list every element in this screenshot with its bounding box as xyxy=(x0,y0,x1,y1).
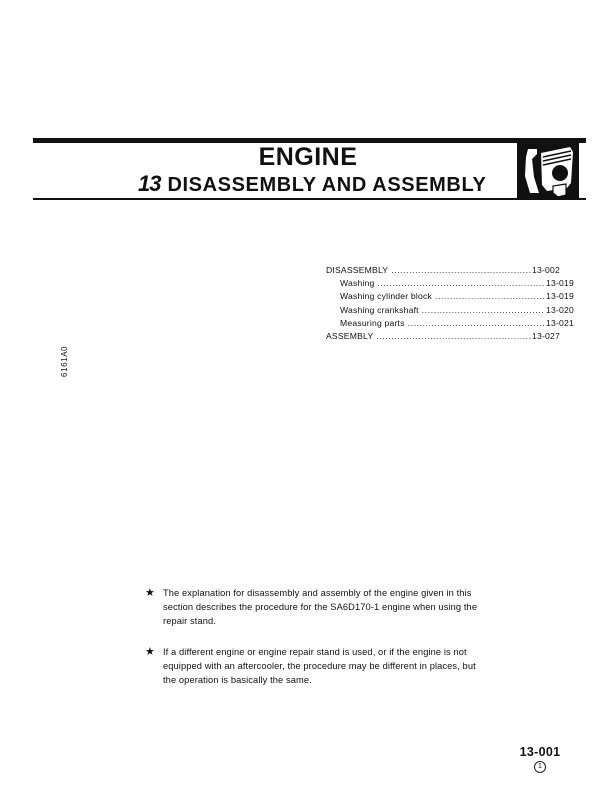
toc-entry-label: ASSEMBLY xyxy=(326,331,374,342)
toc-entry[interactable] xyxy=(326,330,560,343)
note-line: equipped with an aftercooler, the procedure may be different in places, but xyxy=(163,660,476,671)
notes-section xyxy=(145,586,517,687)
toc-entry-page: 13-019 xyxy=(546,291,574,302)
side-document-code: 6161A0 xyxy=(60,345,69,377)
toc-entry-page: 13-002 xyxy=(532,265,560,275)
note-line: repair stand. xyxy=(163,616,216,627)
toc-entry-label: Washing crankshaft xyxy=(340,304,419,315)
page-title: ENGINE xyxy=(258,143,358,171)
toc-leader-dots xyxy=(376,330,531,343)
toc-leader-dots xyxy=(391,264,531,277)
toc-entry[interactable] xyxy=(326,264,560,277)
toc-entry[interactable] xyxy=(326,317,574,330)
toc-entry-label: Washing xyxy=(340,278,375,289)
note-text xyxy=(163,586,517,629)
toc-entry-label: DISASSEMBLY xyxy=(326,265,389,275)
note-item xyxy=(145,586,517,629)
note-line: the operation is basically the same. xyxy=(163,675,312,686)
toc-leader-dots xyxy=(378,277,546,290)
toc-leader-dots xyxy=(435,290,545,303)
header-content xyxy=(33,143,586,198)
toc-entry[interactable] xyxy=(326,304,574,317)
toc-entry-label: Washing cylinder block xyxy=(340,291,432,302)
toc-leader-dots xyxy=(422,304,545,317)
note-line: The explanation for disassembly and assembly of the engine given in this xyxy=(163,588,472,598)
footer-page-number: 13-001 xyxy=(519,745,561,759)
toc-entry-page: 13-021 xyxy=(546,317,574,328)
chapter-subtitle: DISASSEMBLY AND ASSEMBLY xyxy=(167,174,487,196)
page-footer xyxy=(495,745,585,773)
revision-mark-value: 1 xyxy=(534,761,546,773)
chapter-number: 13 xyxy=(138,171,161,196)
note-text xyxy=(163,645,517,688)
toc-entry-label: Measuring parts xyxy=(340,317,405,328)
chapter-header-band xyxy=(33,138,586,200)
footer-revision-mark xyxy=(495,760,585,773)
piston-icon xyxy=(517,143,579,198)
star-bullet-icon: ★ xyxy=(145,587,155,599)
note-item xyxy=(145,645,517,688)
toc-entry-page: 13-027 xyxy=(532,331,560,342)
toc-entry-page: 13-019 xyxy=(546,278,574,289)
toc-entry-page: 13-020 xyxy=(546,304,574,315)
note-line: If a different engine or engine repair stand is used, or if the engine is not xyxy=(163,646,467,657)
header-bottom-rule xyxy=(33,198,586,200)
toc-entry[interactable] xyxy=(326,277,574,290)
toc-leader-dots xyxy=(408,317,545,330)
toc-entry[interactable] xyxy=(326,290,574,303)
chapter-subtitle-row xyxy=(138,171,488,197)
note-line: section describes the procedure for the SA6D170-1 engine when using the xyxy=(163,602,478,613)
table-of-contents xyxy=(326,264,574,343)
star-bullet-icon: ★ xyxy=(145,645,155,658)
